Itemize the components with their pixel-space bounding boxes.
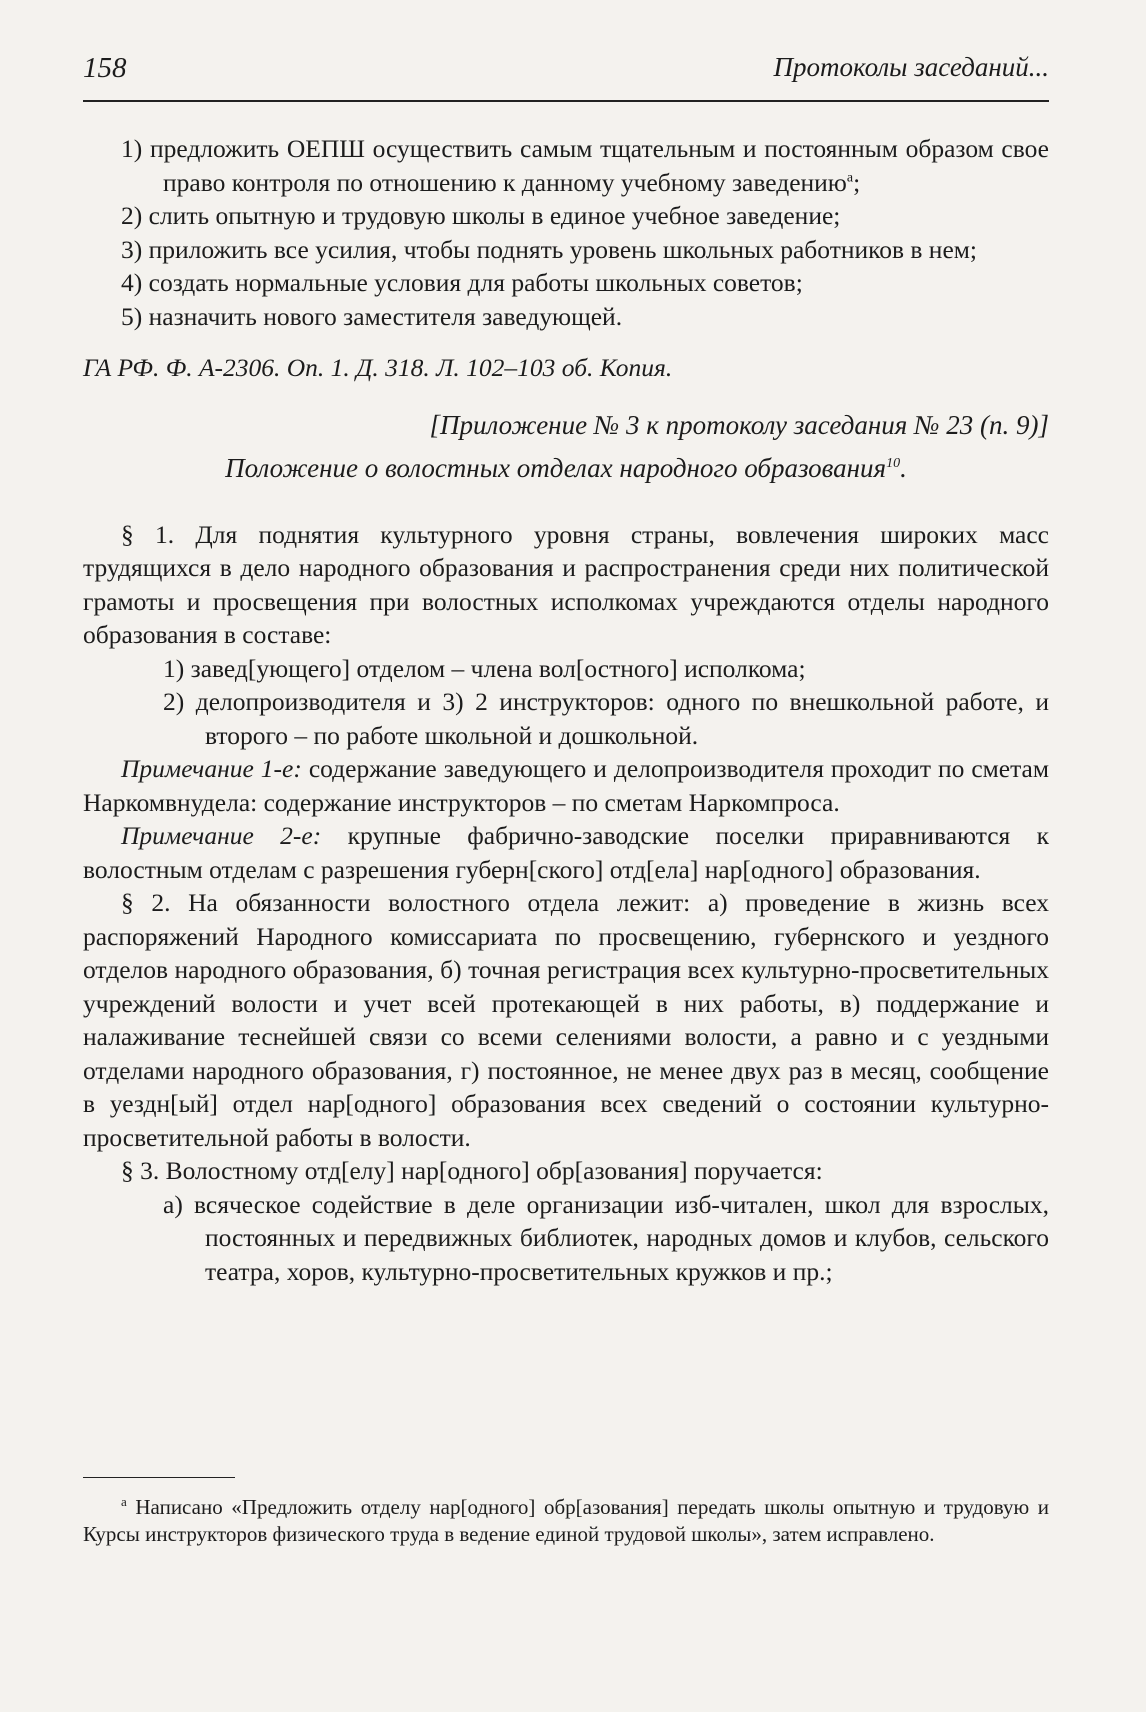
section-1-item: 1) завед[ующего] отделом – члена вол[остного] исполкома; [163, 653, 806, 683]
note-2: Примечание 2-е: крупные фабрично-заводские поселки приравниваются к волостным отделам с разрешения губерн[ского] отд[ела] нар[одного] образования. [83, 821, 1050, 884]
list-item: 1) предложить ОЕПШ осуществить самым тщательным и постоянным образом свое право контроля по отношению к данному учебному заведению$^а$; [121, 134, 1049, 197]
section-2: § 2. На обязанности волостного отдела лежит: а) проведение в жизнь всех распоряжений Народного комиссариата по просвещению, губернского и уездного отделов народного образования, б) точная регистрация всех культурно-просветительных учреждений волости и учет всей протекающей в них работы, в) поддержание и налаживание теснейшей связи со всеми селениями волости, а равно и с уездными отделами народного образования, г) постоянное, не менее двух раз в месяц, сообщение в уездн[ый] отдел нар[одного] образования всех сведений о состоянии культурно-просветительной работы в волости. [83, 888, 1049, 1152]
section-3: § 3. Волостному отд[елу] нар[одного] обр[азования] поручается: [121, 1156, 823, 1185]
note-1-label: Примечание 1-е: [121, 754, 302, 783]
footnote-divider [83, 1477, 235, 1478]
page-body [83, 132, 1049, 1288]
footnote: $^а$ Написано «Предложить отделу нар[одного] обр[азования] передать школы опытную и трудовую и Курсы инструкторов физического труда в ведение единой трудовой школы», затем исправлено. [83, 1494, 1049, 1546]
list-item: 3) приложить все усилия, чтобы поднять уровень школьных работников в нем; [121, 234, 977, 264]
list-item: 5) назначить нового заместителя заведующей. [121, 301, 623, 331]
archive-source: ГА РФ. Ф. А-2306. Оп. 1. Д. 318. Л. 102–103 об. Копия. [83, 353, 673, 382]
footnote-ref: а [846, 170, 854, 185]
note-2-label: Примечание 2-е: [121, 821, 322, 850]
document-title: Положение о волостных отделах народного образования$^{10}$. [225, 453, 907, 483]
page-number: 158 [83, 52, 127, 84]
section-1-item: 2) делопроизводителя и 3) 2 инструкторов: одного по внешкольной работе, и второго – по работе школьной и дошкольной. [163, 687, 1049, 750]
annex-heading: [Приложение № 3 к протоколу заседания № 23 (п. 9)] [429, 409, 1049, 440]
running-title: Протоколы заседаний... [773, 52, 1049, 82]
list-item: 2) слить опытную и трудовую школы в единое учебное заведение; [121, 201, 841, 230]
section-3-item: а) всяческое содействие в деле организации изб-читален, школ для взрослых, постоянных и передвижных библиотек, народных домов и клубов, сельского театра, хоров, культурно-просветительных кружков и пр.; [163, 1189, 1049, 1286]
list-item: 4) создать нормальные условия для работы школьных советов; [121, 268, 803, 297]
footnote-marker: а [121, 1494, 127, 1509]
section-1: § 1. Для поднятия культурного уровня страны, вовлечения широких масс трудящихся в дело народного образования и распространения среди них политической грамоты и просвещения при волостных исполкомах учреждаются отделы народного образования в составе: [83, 519, 1049, 649]
note-1: Примечание 1-е: содержание заведующего и делопроизводителя проходит по сметам Наркомвнудела: содержание инструкторов – по сметам Наркомпроса. [83, 754, 1050, 817]
endnote-ref: 10 [886, 456, 901, 471]
page-header [83, 52, 1049, 102]
